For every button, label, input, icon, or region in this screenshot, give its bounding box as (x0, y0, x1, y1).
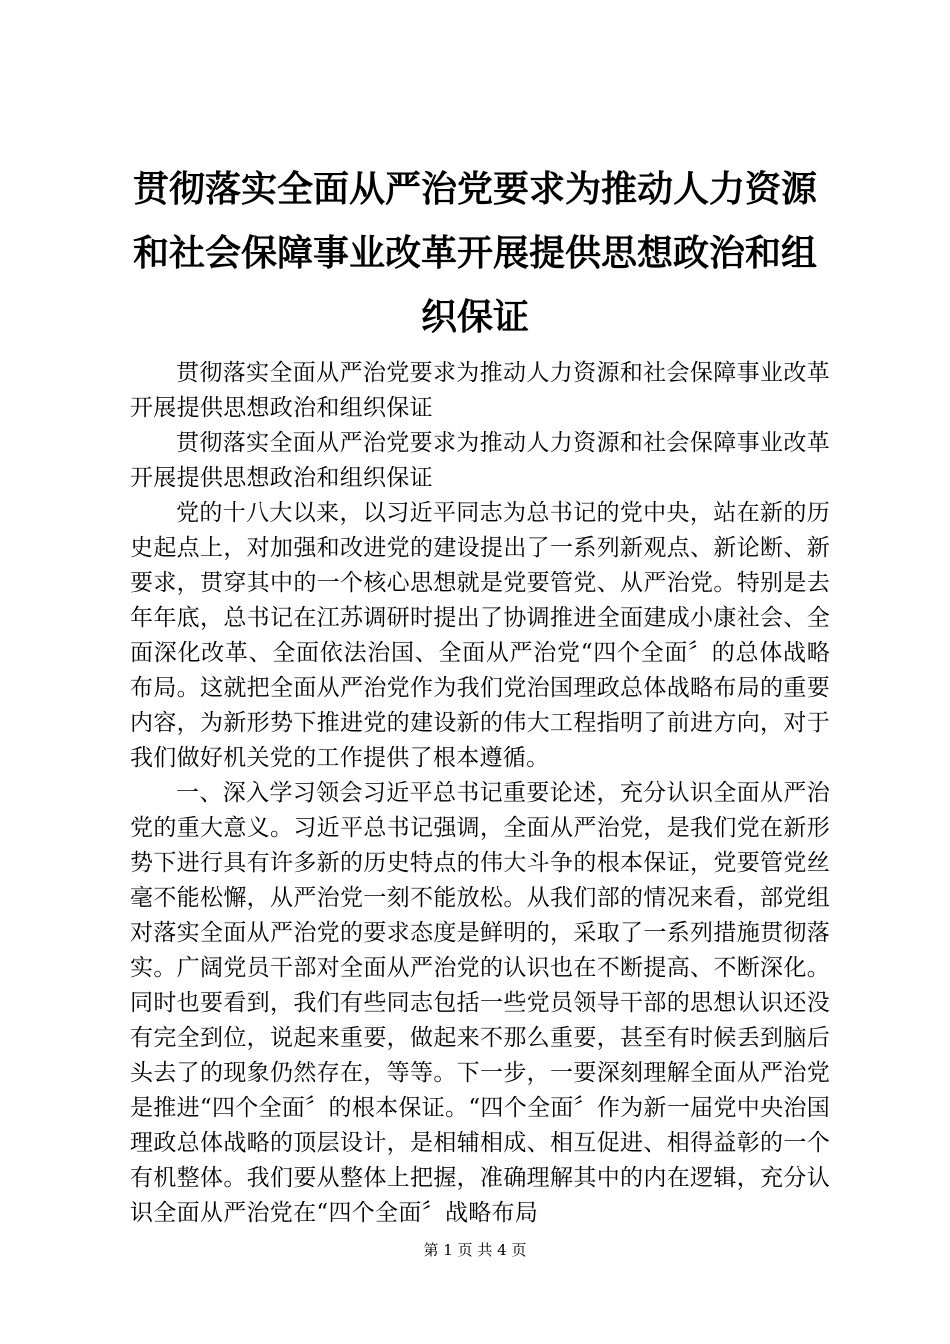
paragraph-section-one: 一、深入学习领会习近平总书记重要论述，充分认识全面从严治党的重大意义。习近平总书记强调，全面从严治党，是我们党在新形势下进行具有许多新的历史特点的伟大斗争的根本保证，党要管党丝毫不能松懈，从严治党一刻不能放松。从我们部的情况来看，部党组对落实全面从严治党的要求态度是鲜明的，采取了一系列措施贯彻落实。广阔党员干部对全面从严治党的认识也在不断提高、不断深化。同时也要看到，我们有些同志包括一些党员领导干部的思想认识还没有完全到位，说起来重要，做起来不那么重要，甚至有时候丢到脑后头去了的现象仍然存在，等等。下一步，一要深刻理解全面从严治党是推进“四个全面〞的根本保证。“四个全面〞作为新一届党中央治国理政总体战略的顶层设计，是相辅相成、相互促进、相得益彰的一个有机整体。我们要从整体上把握，准确理解其中的内在逻辑，充分认识全面从严治党在“四个全面〞战略布局 (130, 780, 830, 1226)
paragraph-intro: 党的十八大以来，以习近平同志为总书记的党中央，站在新的历史起点上，对加强和改进党的建设提出了一系列新观点、新论断、新要求，贯穿其中的一个核心思想就是党要管党、从严治党。特别是去年年底，总书记在江苏调研时提出了协调推进全面建成小康社会、全面深化改革、全面依法治国、全面从严治党“四个全面〞的总体战略布局。这就把全面从严治党作为我们党治国理政总体战略布局的重要内容，为新形势下推进党的建设新的伟大工程指明了前进方向，对于我们做好机关党的工作提供了根本遵循。 (130, 500, 830, 771)
document-body (130, 356, 830, 1231)
document-title: 贯彻落实全面从严治党要求为推动人力资源和社会保障事业改革开展提供思想政治和组织保证 (132, 169, 817, 338)
paragraph-title-repeat-2: 贯彻落实全面从严治党要求为推动人力资源和社会保障事业改革开展提供思想政治和组织保证 (130, 430, 830, 491)
page-number-footer: 第 1 页 共 4 页 (423, 1241, 527, 1259)
paragraph-title-repeat-1: 贯彻落实全面从严治党要求为推动人力资源和社会保障事业改革开展提供思想政治和组织保证 (130, 360, 830, 421)
